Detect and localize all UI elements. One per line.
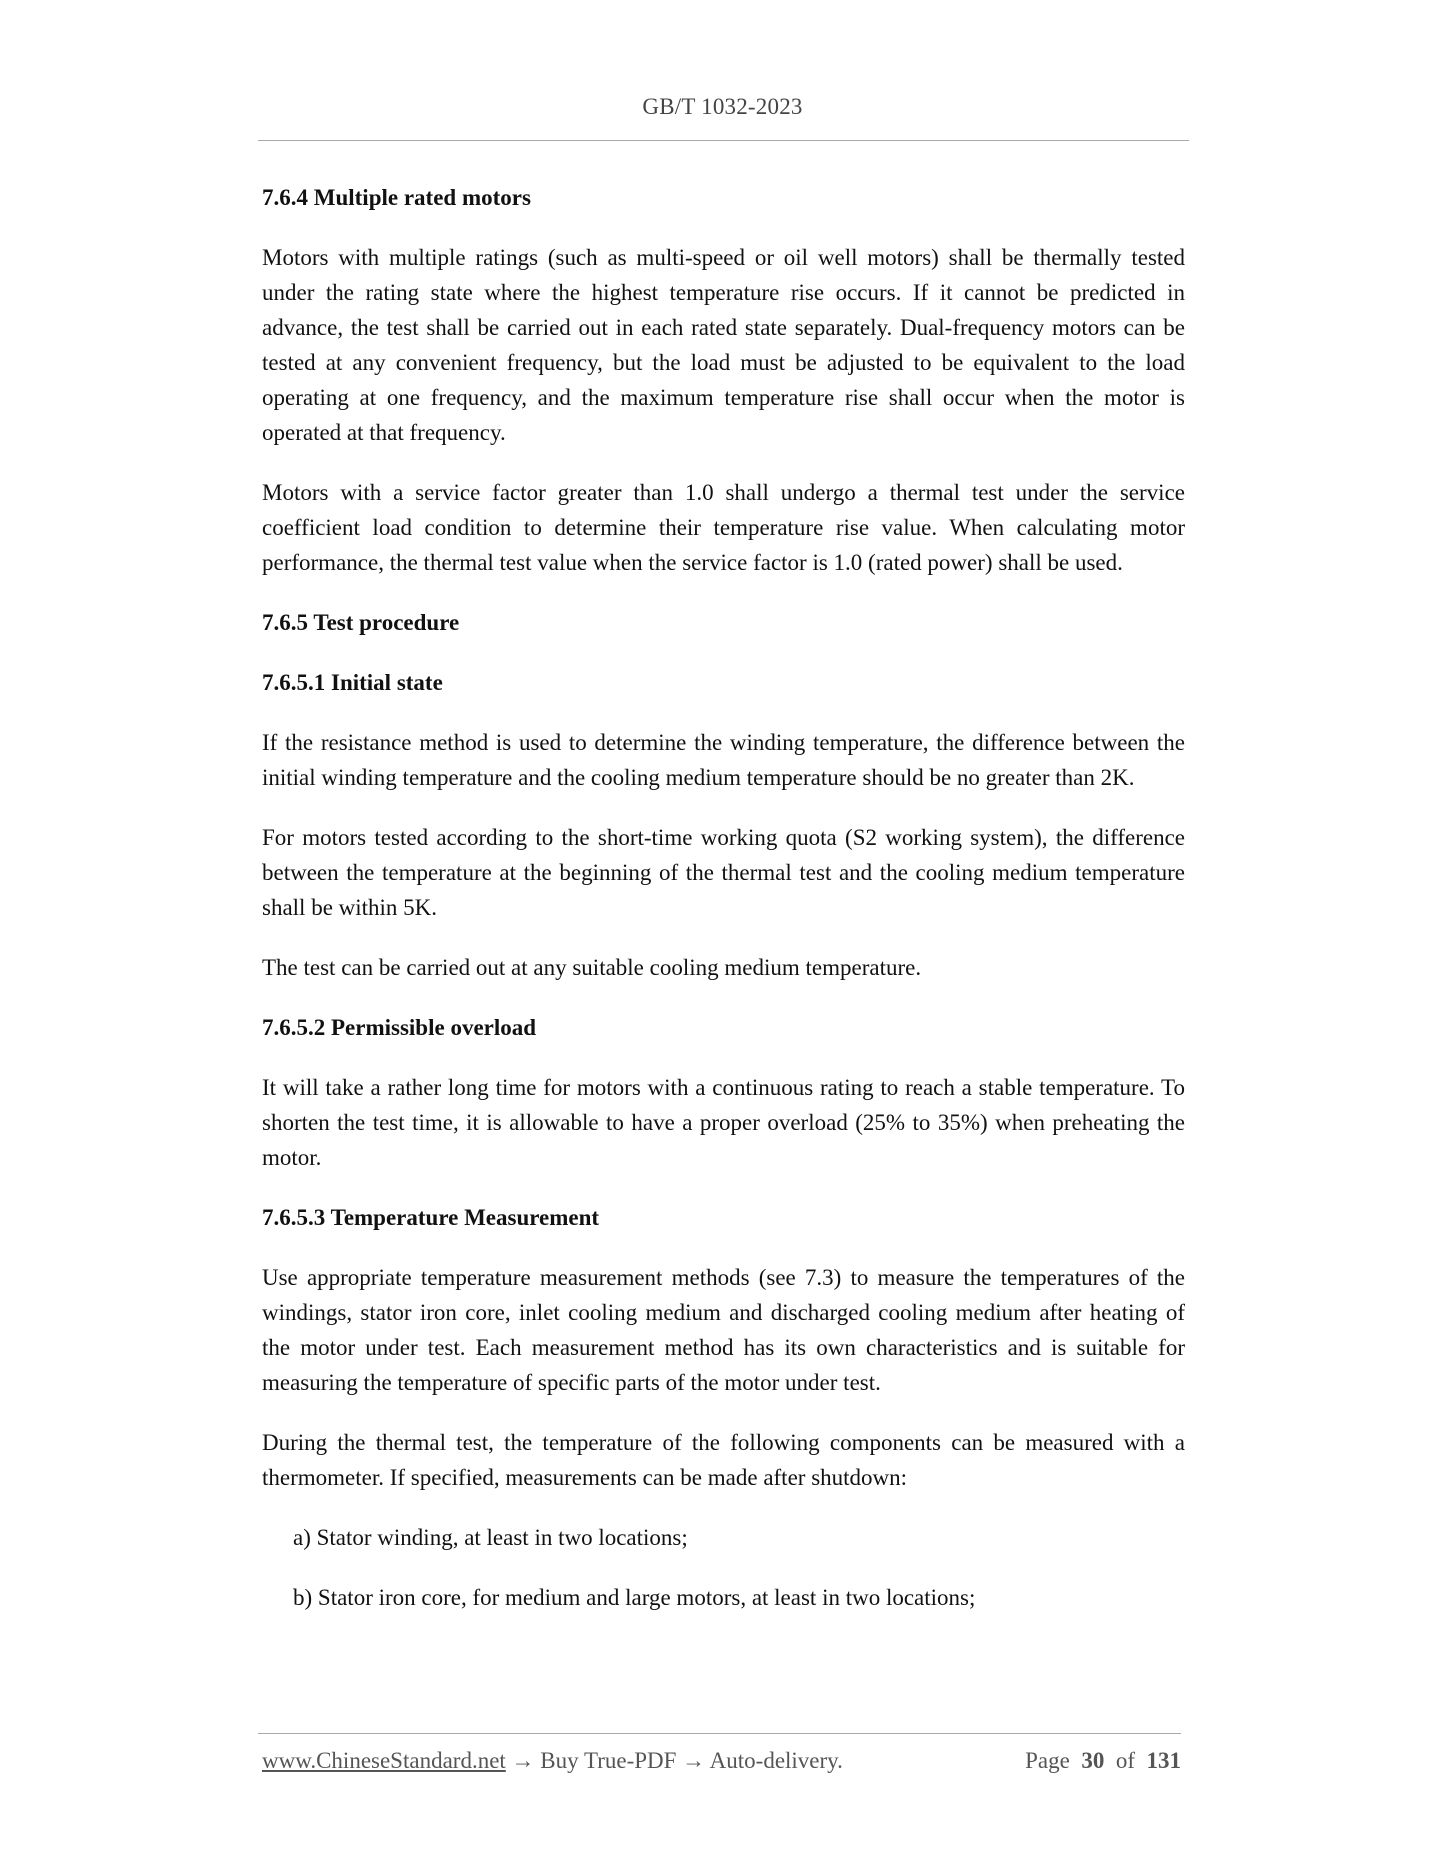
section-heading-7-6-5-1: 7.6.5.1 Initial state <box>262 670 443 695</box>
page-total: 131 <box>1146 1748 1181 1773</box>
page-current: 30 <box>1081 1748 1105 1773</box>
document-header-title: GB/T 1032-2023 <box>642 94 803 119</box>
paragraph-multiple-ratings: Motors with multiple ratings (such as multi-speed or oil well motors) shall be thermally tested under the rating state where the highest temperature rise occurs. If it cannot be predicted in advance, the test shall be carried out in each rated state separately. Dual-frequency motors can be tested at any convenient frequency, but the load must be adjusted to be equivalent to the load operating at one frequency, and the maximum temperature rise shall occur when the motor is operated at that frequency. <box>262 245 1185 445</box>
section-heading-7-6-5-2: 7.6.5.2 Permissible overload <box>262 1015 537 1040</box>
document-body <box>262 180 1185 1640</box>
section-heading-7-6-4: 7.6.4 Multiple rated motors <box>262 185 531 210</box>
paragraph-measurement-methods: Use appropriate temperature measurement methods (see 7.3) to measure the temperatures of the windings, stator iron core, inlet cooling medium and discharged cooling medium after heating of the motor under test. Each measurement method has its own characteristics and is suitable for measuring the temperature of specific parts of the motor under test. <box>262 1265 1185 1395</box>
paragraph-thermometer-measurement: During the thermal test, the temperature of the following components can be measured with a thermometer. If specified, measurements can be made after shutdown: <box>262 1430 1185 1490</box>
paragraph-cooling-medium-temp: The test can be carried out at any suitable cooling medium temperature. <box>262 955 922 980</box>
chinesestandard-link[interactable]: www.ChineseStandard.net <box>262 1748 506 1773</box>
header-divider <box>258 140 1189 141</box>
list-item-stator-iron-core: b) Stator iron core, for medium and large motors, at least in two locations; <box>293 1585 976 1610</box>
footer-tagline: → Buy True-PDF → Auto-delivery. <box>505 1748 843 1773</box>
page-of-label: of <box>1115 1748 1135 1773</box>
paragraph-short-time-quota: For motors tested according to the short-time working quota (S2 working system), the difference between the temperature at the beginning of the thermal test and the cooling medium temperature shall be within 5K. <box>262 825 1185 920</box>
page-indicator <box>1025 1748 1181 1774</box>
footer-divider <box>258 1733 1181 1734</box>
page-label: Page <box>1025 1748 1070 1773</box>
section-heading-7-6-5: 7.6.5 Test procedure <box>262 610 460 635</box>
paragraph-resistance-method: If the resistance method is used to determine the winding temperature, the difference between the initial winding temperature and the cooling medium temperature should be no greater than 2K. <box>262 730 1185 790</box>
paragraph-permissible-overload: It will take a rather long time for motors with a continuous rating to reach a stable temperature. To shorten the test time, it is allowable to have a proper overload (25% to 35%) when preheating the motor. <box>262 1075 1185 1170</box>
paragraph-service-factor: Motors with a service factor greater than 1.0 shall undergo a thermal test under the service coefficient load condition to determine their temperature rise value. When calculating motor performance, the thermal test value when the service factor is 1.0 (rated power) shall be used. <box>262 480 1185 575</box>
section-heading-7-6-5-3: 7.6.5.3 Temperature Measurement <box>262 1205 600 1230</box>
footer-promo <box>262 1748 843 1774</box>
list-item-stator-winding: a) Stator winding, at least in two locations; <box>293 1525 688 1550</box>
